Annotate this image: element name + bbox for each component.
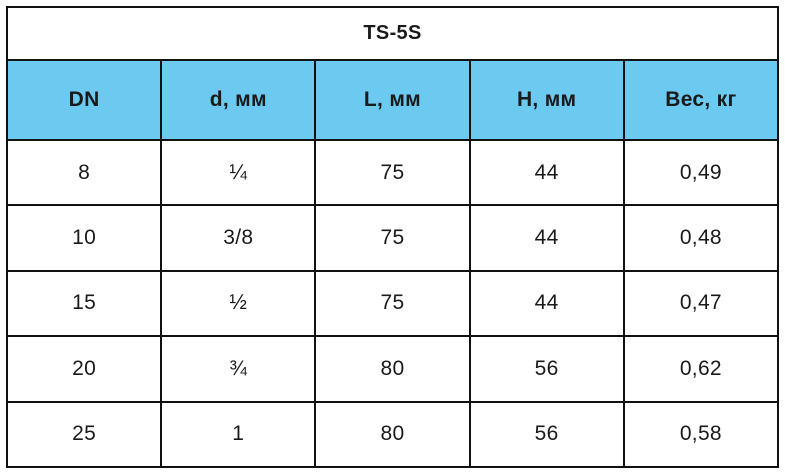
cell-l: 80: [315, 402, 469, 467]
table-header-row: [7, 60, 778, 140]
cell-d: ¼: [161, 140, 315, 205]
cell-weight: 0,62: [624, 336, 778, 401]
table-row: [7, 271, 778, 336]
cell-dn: 15: [7, 271, 161, 336]
cell-d: 3/8: [161, 205, 315, 270]
cell-dn: 10: [7, 205, 161, 270]
table-row: [7, 205, 778, 270]
cell-l: 75: [315, 271, 469, 336]
table-row: [7, 336, 778, 401]
table-row: [7, 140, 778, 205]
cell-dn: 20: [7, 336, 161, 401]
header-cell-l-mm: L, мм: [315, 60, 469, 140]
header-cell-dn: DN: [7, 60, 161, 140]
spec-table: [6, 6, 779, 468]
cell-l: 75: [315, 140, 469, 205]
cell-dn: 25: [7, 402, 161, 467]
cell-d: ½: [161, 271, 315, 336]
header-cell-h-mm: H, мм: [470, 60, 624, 140]
cell-h: 44: [470, 140, 624, 205]
cell-weight: 0,48: [624, 205, 778, 270]
header-cell-weight: Вес, кг: [624, 60, 778, 140]
table-row: [7, 402, 778, 467]
cell-l: 80: [315, 336, 469, 401]
cell-h: 44: [470, 271, 624, 336]
cell-l: 75: [315, 205, 469, 270]
cell-d: 1: [161, 402, 315, 467]
table-title: TS-5S: [7, 7, 778, 60]
cell-weight: 0,58: [624, 402, 778, 467]
cell-dn: 8: [7, 140, 161, 205]
cell-weight: 0,49: [624, 140, 778, 205]
cell-h: 44: [470, 205, 624, 270]
cell-weight: 0,47: [624, 271, 778, 336]
header-cell-d-mm: d, мм: [161, 60, 315, 140]
cell-d: ¾: [161, 336, 315, 401]
table-title-row: [7, 7, 778, 60]
cell-h: 56: [470, 402, 624, 467]
cell-h: 56: [470, 336, 624, 401]
